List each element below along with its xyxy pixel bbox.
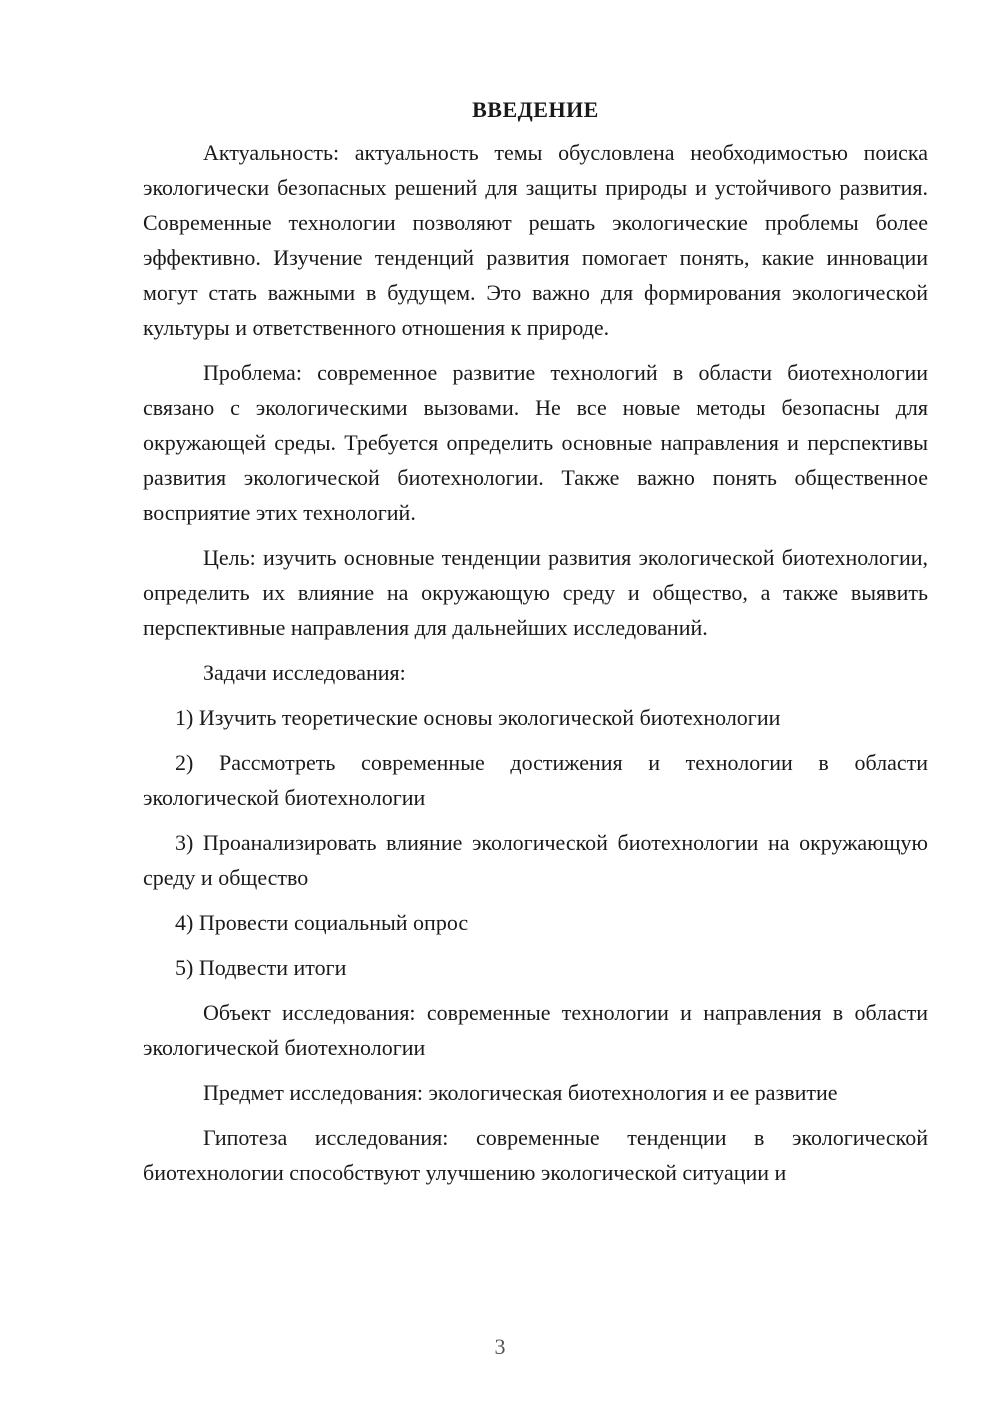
page-number: 3 — [494, 1334, 506, 1359]
task-item-3: 3) Проанализировать влияние экологической биотехнологии на окружающую среду и общество — [143, 830, 928, 890]
section-title: ВВЕДЕНИЕ — [472, 97, 599, 122]
paragraph-hypothesis: Гипотеза исследования: современные тенденции в экологической биотехнологии способствуют улучшению экологической ситуации и — [143, 1125, 928, 1185]
task-item-2: 2) Рассмотреть современные достижения и технологии в области экологической биотехнологии — [143, 750, 928, 810]
document-page — [143, 95, 928, 1200]
paragraph-object: Объект исследования: современные технологии и направления в области экологической биотехнологии — [143, 1000, 928, 1060]
task-item-5: 5) Подвести итоги — [175, 955, 347, 980]
paragraph-subject: Предмет исследования: экологическая биотехнология и ее развитие — [203, 1080, 838, 1105]
paragraph-goal: Цель: изучить основные тенденции развития экологической биотехнологии, определить их влияние на окружающую среду и общество, а также выявить перспективные направления для дальнейших исследований. — [143, 545, 928, 640]
paragraph-relevance: Актуальность: актуальность темы обусловлена необходимостью поиска экологически безопасных решений для защиты природы и устойчивого развития. Современные технологии позволяют решать экологические проблемы более эффективно. Изучение тенденций развития помогает понять, какие инновации могут стать важными в будущем. Это важно для формирования экологической культуры и ответственного отношения к природе. — [143, 140, 928, 340]
task-item-4: 4) Провести социальный опрос — [175, 910, 469, 935]
task-item-1: 1) Изучить теоретические основы экологической биотехнологии — [175, 705, 781, 730]
paragraph-problem: Проблема: современное развитие технологий в области биотехнологии связано с экологическими вызовами. Не все новые методы безопасны для окружающей среды. Требуется определить основные направления и перспективы развития экологической биотехнологии. Также важно понять общественное восприятие этих технологий. — [143, 360, 928, 525]
tasks-heading: Задачи исследования: — [203, 660, 406, 685]
